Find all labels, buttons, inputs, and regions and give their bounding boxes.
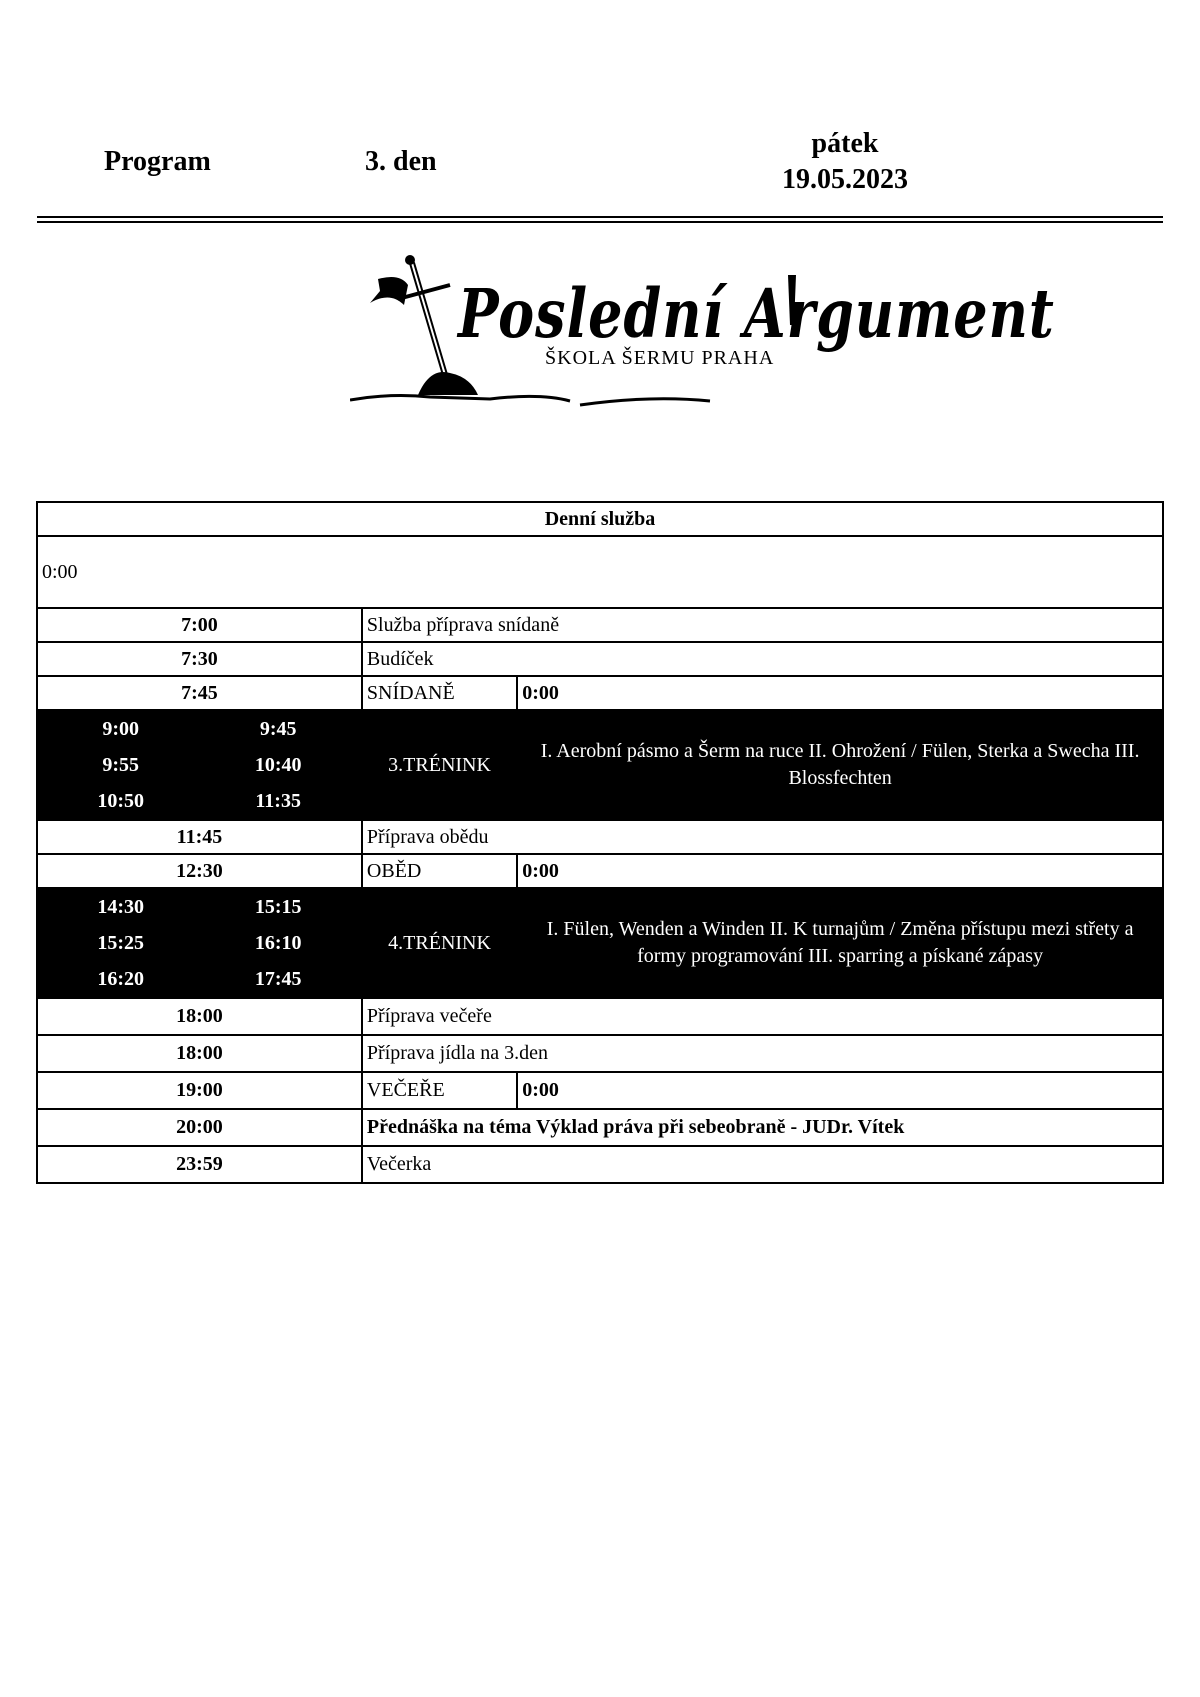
table-row <box>37 676 1163 710</box>
training-description: I. Aerobní pásmo a Šerm na ruce II. Ohrožení / Fülen, Sterka a Swecha III. Blossfechten <box>517 710 1163 820</box>
slot-start: 10:50 <box>97 789 145 812</box>
service-row <box>37 536 1163 608</box>
training-row <box>37 710 1163 820</box>
table-row <box>37 1035 1163 1072</box>
training-row <box>37 888 1163 998</box>
training-description: I. Fülen, Wenden a Winden II. K turnajům / Změna přístupu mezi střety a formy programování III. sparring a pískané zápasy <box>517 888 1163 998</box>
table-row <box>37 1109 1163 1146</box>
slot-start: 14:30 <box>97 895 145 918</box>
activity-cell: Přednáška na téma Výklad práva při sebeobraně - JUDr. Vítek <box>362 1109 1163 1146</box>
time-cell: 7:30 <box>37 642 362 676</box>
time-cell: 7:00 <box>37 608 362 642</box>
activity-cell: Příprava večeře <box>362 998 1163 1035</box>
program-label: Program <box>104 146 211 177</box>
school-logo <box>350 255 1055 415</box>
page-header <box>0 0 1200 230</box>
extra-cell: 0:00 <box>517 854 1163 888</box>
activity-cell: SNÍDANĚ <box>362 676 517 710</box>
activity-cell: Příprava obědu <box>362 820 1163 854</box>
time-cell: 18:00 <box>37 1035 362 1072</box>
schedule-table <box>36 501 1164 1184</box>
slot-start: 15:25 <box>97 931 145 954</box>
time-cell: 20:00 <box>37 1109 362 1146</box>
date-block <box>740 126 950 198</box>
table-row <box>37 998 1163 1035</box>
activity-cell: Příprava jídla na 3.den <box>362 1035 1163 1072</box>
table-row <box>37 1072 1163 1109</box>
table-row <box>37 1146 1163 1183</box>
table-row <box>37 820 1163 854</box>
header-rule-double <box>37 221 1163 223</box>
slot-pair <box>42 961 357 997</box>
time-cell: 19:00 <box>37 1072 362 1109</box>
extra-cell: 0:00 <box>517 1072 1163 1109</box>
table-header-row <box>37 502 1163 536</box>
extra-cell: 0:00 <box>517 676 1163 710</box>
activity-cell: VEČEŘE <box>362 1072 517 1109</box>
schedule-title: Denní služba <box>37 502 1163 536</box>
slot-end: 17:45 <box>254 967 302 990</box>
training-label: 4.TRÉNINK <box>362 888 517 998</box>
header-rule <box>37 216 1163 218</box>
slot-pair <box>42 711 357 747</box>
slot-end: 10:40 <box>254 753 302 776</box>
time-cell: 23:59 <box>37 1146 362 1183</box>
weekday-label: pátek <box>811 128 879 159</box>
slot-end: 16:10 <box>254 931 302 954</box>
training-slots <box>37 710 362 820</box>
slot-end: 15:15 <box>254 895 302 918</box>
activity-cell: Služba příprava snídaně <box>362 608 1163 642</box>
time-cell: 12:30 <box>37 854 362 888</box>
activity-cell: OBĚD <box>362 854 517 888</box>
time-cell: 11:45 <box>37 820 362 854</box>
date-label: 19.05.2023 <box>782 164 908 195</box>
service-value: 0:00 <box>37 536 1163 608</box>
slot-pair <box>42 783 357 819</box>
slot-end: 11:35 <box>255 789 301 812</box>
activity-cell: Budíček <box>362 642 1163 676</box>
slot-pair <box>42 925 357 961</box>
time-cell: 7:45 <box>37 676 362 710</box>
table-row <box>37 642 1163 676</box>
day-label: 3. den <box>365 146 437 177</box>
slot-end: 9:45 <box>259 717 297 740</box>
activity-cell: Večerka <box>362 1146 1163 1183</box>
time-cell: 18:00 <box>37 998 362 1035</box>
slot-start: 9:55 <box>102 753 140 776</box>
logo-name: Poslední Argument <box>458 273 1055 353</box>
table-row <box>37 608 1163 642</box>
slot-start: 16:20 <box>97 967 145 990</box>
slot-pair <box>42 747 357 783</box>
training-label: 3.TRÉNINK <box>362 710 517 820</box>
training-slots <box>37 888 362 998</box>
slot-pair <box>42 889 357 925</box>
table-row <box>37 854 1163 888</box>
logo-subtitle: ŠKOLA ŠERMU PRAHA <box>545 347 775 369</box>
slot-start: 9:00 <box>102 717 140 740</box>
